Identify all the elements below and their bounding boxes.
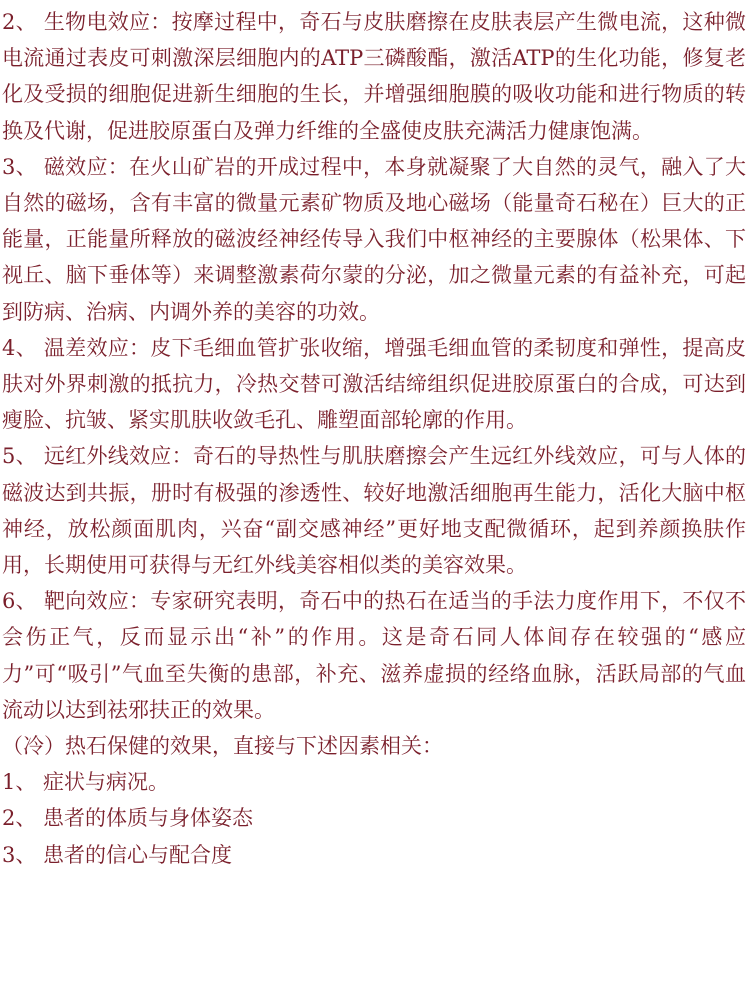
paragraph-bioelectric-effect: 2、 生物电效应：按摩过程中，奇石与皮肤磨擦在皮肤表层产生微电流，这种微电流通过表皮可刺激深层细胞内的ATP三磷酸酯，激活ATP的生化功能，修复老化及受损的细胞促进新生细胞的生长，并增强细胞膜的吸收功能和进行物质的转换及代谢，促进胶原蛋白及弹力纤维的全盛使皮肤充满活力健康饱满。: [2, 10, 746, 143]
paragraph-far-infrared-effect: 5、 远红外线效应：奇石的导热性与肌肤磨擦会产生远红外线效应，可与人体的磁波达到共振，册时有极强的渗透性、较好地激活细胞再生能力，活化大脑中枢神经，放松颜面肌肉，兴奋“副交感神经”更好地支配微循环，起到养颜换肤作用，长期使用可获得与无红外线美容相似类的美容效果。: [2, 444, 746, 578]
list-item-factor-1: 1、 症状与病况。: [2, 770, 170, 795]
paragraph-factors-intro: （冷）热石保健的效果，直接与下述因素相关：: [2, 734, 443, 759]
paragraph-magnetic-effect: 3、 磁效应：在火山矿岩的开成过程中，本身就凝聚了大自然的灵气，融入了大自然的磁场，含有丰富的微量元素矿物质及地心磁场（能量奇石秘在）巨大的正能量，正能量所释放的磁波经神经传导入我们中枢神经的主要腺体（松果体、下视丘、脑下垂体等）来调整激素荷尔蒙的分泌，加之微量元素的有益补充，可起到防病、治病、内调外养的美容的功效。: [2, 154, 746, 324]
paragraph-targeting-effect: 6、 靶向效应：专家研究表明，奇石中的热石在适当的手法力度作用下，不仅不会伤正气，反而显示出“补”的作用。这是奇石同人体间存在较强的“感应力”可“吸引”气血至失衡的患部，补充、滋养虚损的经络血脉，活跃局部的气血流动以达到祛邪扶正的效果。: [2, 589, 746, 722]
list-item-factor-3: 3、 患者的信心与配合度: [2, 842, 233, 867]
paragraph-temperature-effect: 4、 温差效应：皮下毛细血管扩张收缩，增强毛细血管的柔韧度和弹性，提高皮肤对外界刺激的抵抗力，冷热交替可激活结缔组织促进胶原蛋白的合成，可达到瘦脸、抗皱、紧实肌肤收敛毛孔、雕塑面部轮廓的作用。: [2, 335, 746, 433]
list-item-factor-2: 2、 患者的体质与身体姿态: [2, 806, 254, 831]
